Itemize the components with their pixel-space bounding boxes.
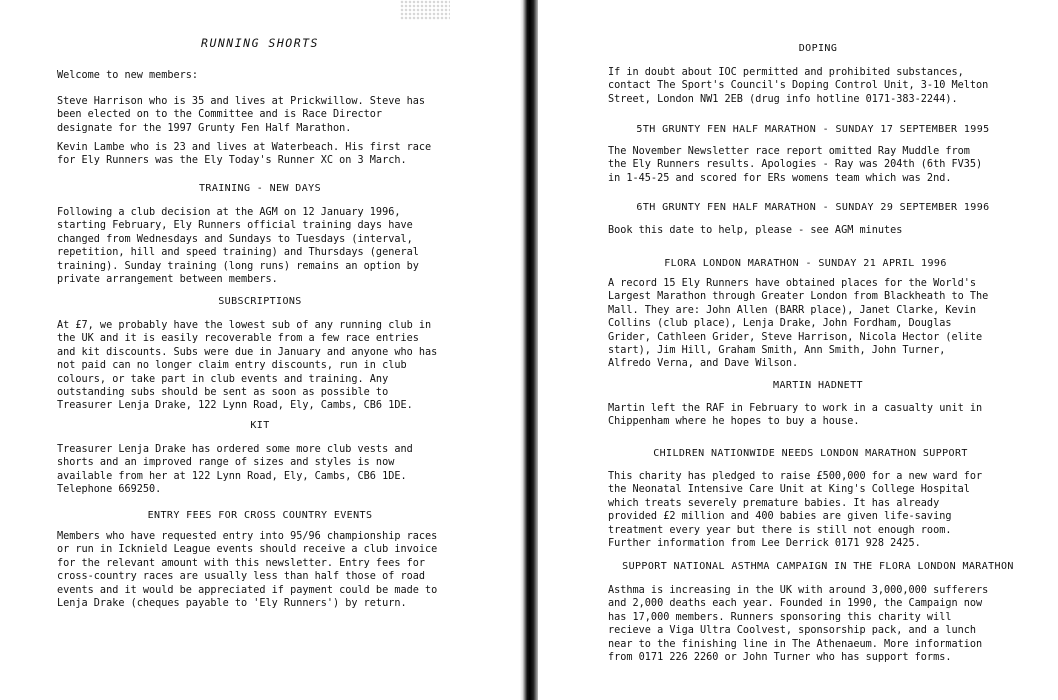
page-gutter bbox=[520, 0, 538, 700]
welcome-text: Welcome to new members: bbox=[57, 70, 199, 81]
flora-marathon-text: A record 15 Ely Runners have obtained places for the World's Largest Marathon through Greater London from Blackheath to The Mall. They are: John Allen (BARR place), Janet Clarke, Kevin Collins (club place), Lenja Drake, John Fordham, Douglas Grider, Cathleen Grider, Steve Harrison, Nicola Hector (elite start), Jim Hill, Graham Smith, Ann Smith, John Turner, Alfredo Verna, and Dave Wilson. bbox=[608, 278, 989, 370]
new-member-kevin: Kevin Lambe who is 23 and lives at Waterbeach. His first race for Ely Runners was the Ely Today's Runner XC on 3 March. bbox=[57, 142, 432, 167]
grunty-fen-6-heading: 6TH GRUNTY FEN HALF MARATHON - SUNDAY 29 SEPTEMBER 1996 bbox=[636, 202, 990, 213]
subscriptions-heading: SUBSCRIPTIONS bbox=[218, 296, 302, 307]
doping-heading: DOPING bbox=[798, 43, 838, 54]
kit-heading: KIT bbox=[250, 420, 270, 431]
newsletter-title: RUNNING SHORTS bbox=[201, 36, 319, 50]
left-page bbox=[0, 0, 520, 700]
martin-hadnett-text: Martin left the RAF in February to work in a casualty unit in Chippenham where he hopes to buy a house. bbox=[608, 403, 983, 428]
entry-fees-heading: ENTRY FEES FOR CROSS COUNTRY EVENTS bbox=[147, 510, 373, 521]
right-page bbox=[538, 0, 1058, 700]
training-heading: TRAINING - NEW DAYS bbox=[199, 183, 321, 194]
martin-hadnett-heading: MARTIN HADNETT bbox=[773, 380, 863, 391]
asthma-campaign-text: Asthma is increasing in the UK with around 3,000,000 sufferers and 2,000 deaths each year. Founded in 1990, the Campaign now has 17,000 members. Runners sponsoring this charity will recieve a Viga Ultra Coolvest, sponsorship pack, and a lunch near to the finishing line in The Athenaeum. More information from 0171 226 2260 or John Turner who has support forms. bbox=[608, 585, 989, 664]
new-member-steve: Steve Harrison who is 35 and lives at Prickwillow. Steve has been elected on to the Committee and is Race Director designate for the 1997 Grunty Fen Half Marathon. bbox=[57, 96, 426, 134]
grunty-fen-5-heading: 5TH GRUNTY FEN HALF MARATHON - SUNDAY 17 SEPTEMBER 1995 bbox=[636, 124, 990, 135]
doping-text: If in doubt about IOC permitted and prohibited substances, contact The Sport's Council's Doping Control Unit, 3-10 Melton Street, London NW1 2EB (drug info hotline 0171-383-2244). bbox=[608, 67, 989, 105]
subscriptions-text: At £7, we probably have the lowest sub of any running club in the UK and it is easily recoverable from a few race entries and kit discounts. Subs were due in January and anyone who has not paid can no longer claim entry discounts, run in club colours, or take part in club events and training. Any outstanding subs should be sent as soon as possible to Treasurer Lenja Drake, 122 Lynn Road, Ely, Cambs, CB6 1DE. bbox=[57, 320, 438, 412]
kit-text: Treasurer Lenja Drake has ordered some more club vests and shorts and an improved range of sizes and styles is now available from her at 122 Lynn Road, Ely, Cambs, CB6 1DE. Telephone 669250. bbox=[57, 444, 413, 496]
asthma-campaign-heading: SUPPORT NATIONAL ASTHMA CAMPAIGN IN THE FLORA LONDON MARATHON bbox=[622, 561, 1014, 572]
entry-fees-text: Members who have requested entry into 95/96 championship races or run in Icknield League events should receive a club invoice for the relevant amount with this newsletter. Entry fees for cross-country races are usually less than half those of road events and it would be appreciated if payment could be made to Lenja Drake (cheques payable to 'Ely Runners') by return. bbox=[57, 531, 438, 610]
training-text: Following a club decision at the AGM on 12 January 1996, starting February, Ely Runners official training days have changed from Wednesdays and Sundays to Tuesdays (interval, repetition, hill and speed training) and Thursdays (general training). Sunday training (long runs) remains an option by private arrangement between members. bbox=[57, 207, 419, 286]
grunty-fen-5-text: The November Newsletter race report omitted Ray Muddle from the Ely Runners results. Apologies - Ray was 204th (6th FV35) in 1-45-25 and scored for ERs womens team which was 2nd. bbox=[608, 146, 983, 184]
children-nationwide-heading: CHILDREN NATIONWIDE NEEDS LONDON MARATHON SUPPORT bbox=[653, 448, 968, 459]
children-nationwide-text: This charity has pledged to raise £500,000 for a new ward for the Neonatal Intensive Care Unit at King's College Hospital which treats severely premature babies. It has already provided £2 million and 400 babies are given life-saving treatment every year but there is still not enough room. Further information from Lee Derrick 0171 928 2425. bbox=[608, 471, 983, 550]
flora-marathon-heading: FLORA LONDON MARATHON - SUNDAY 21 APRIL 1996 bbox=[664, 258, 947, 269]
grunty-fen-6-text: Book this date to help, please - see AGM minutes bbox=[608, 225, 903, 236]
